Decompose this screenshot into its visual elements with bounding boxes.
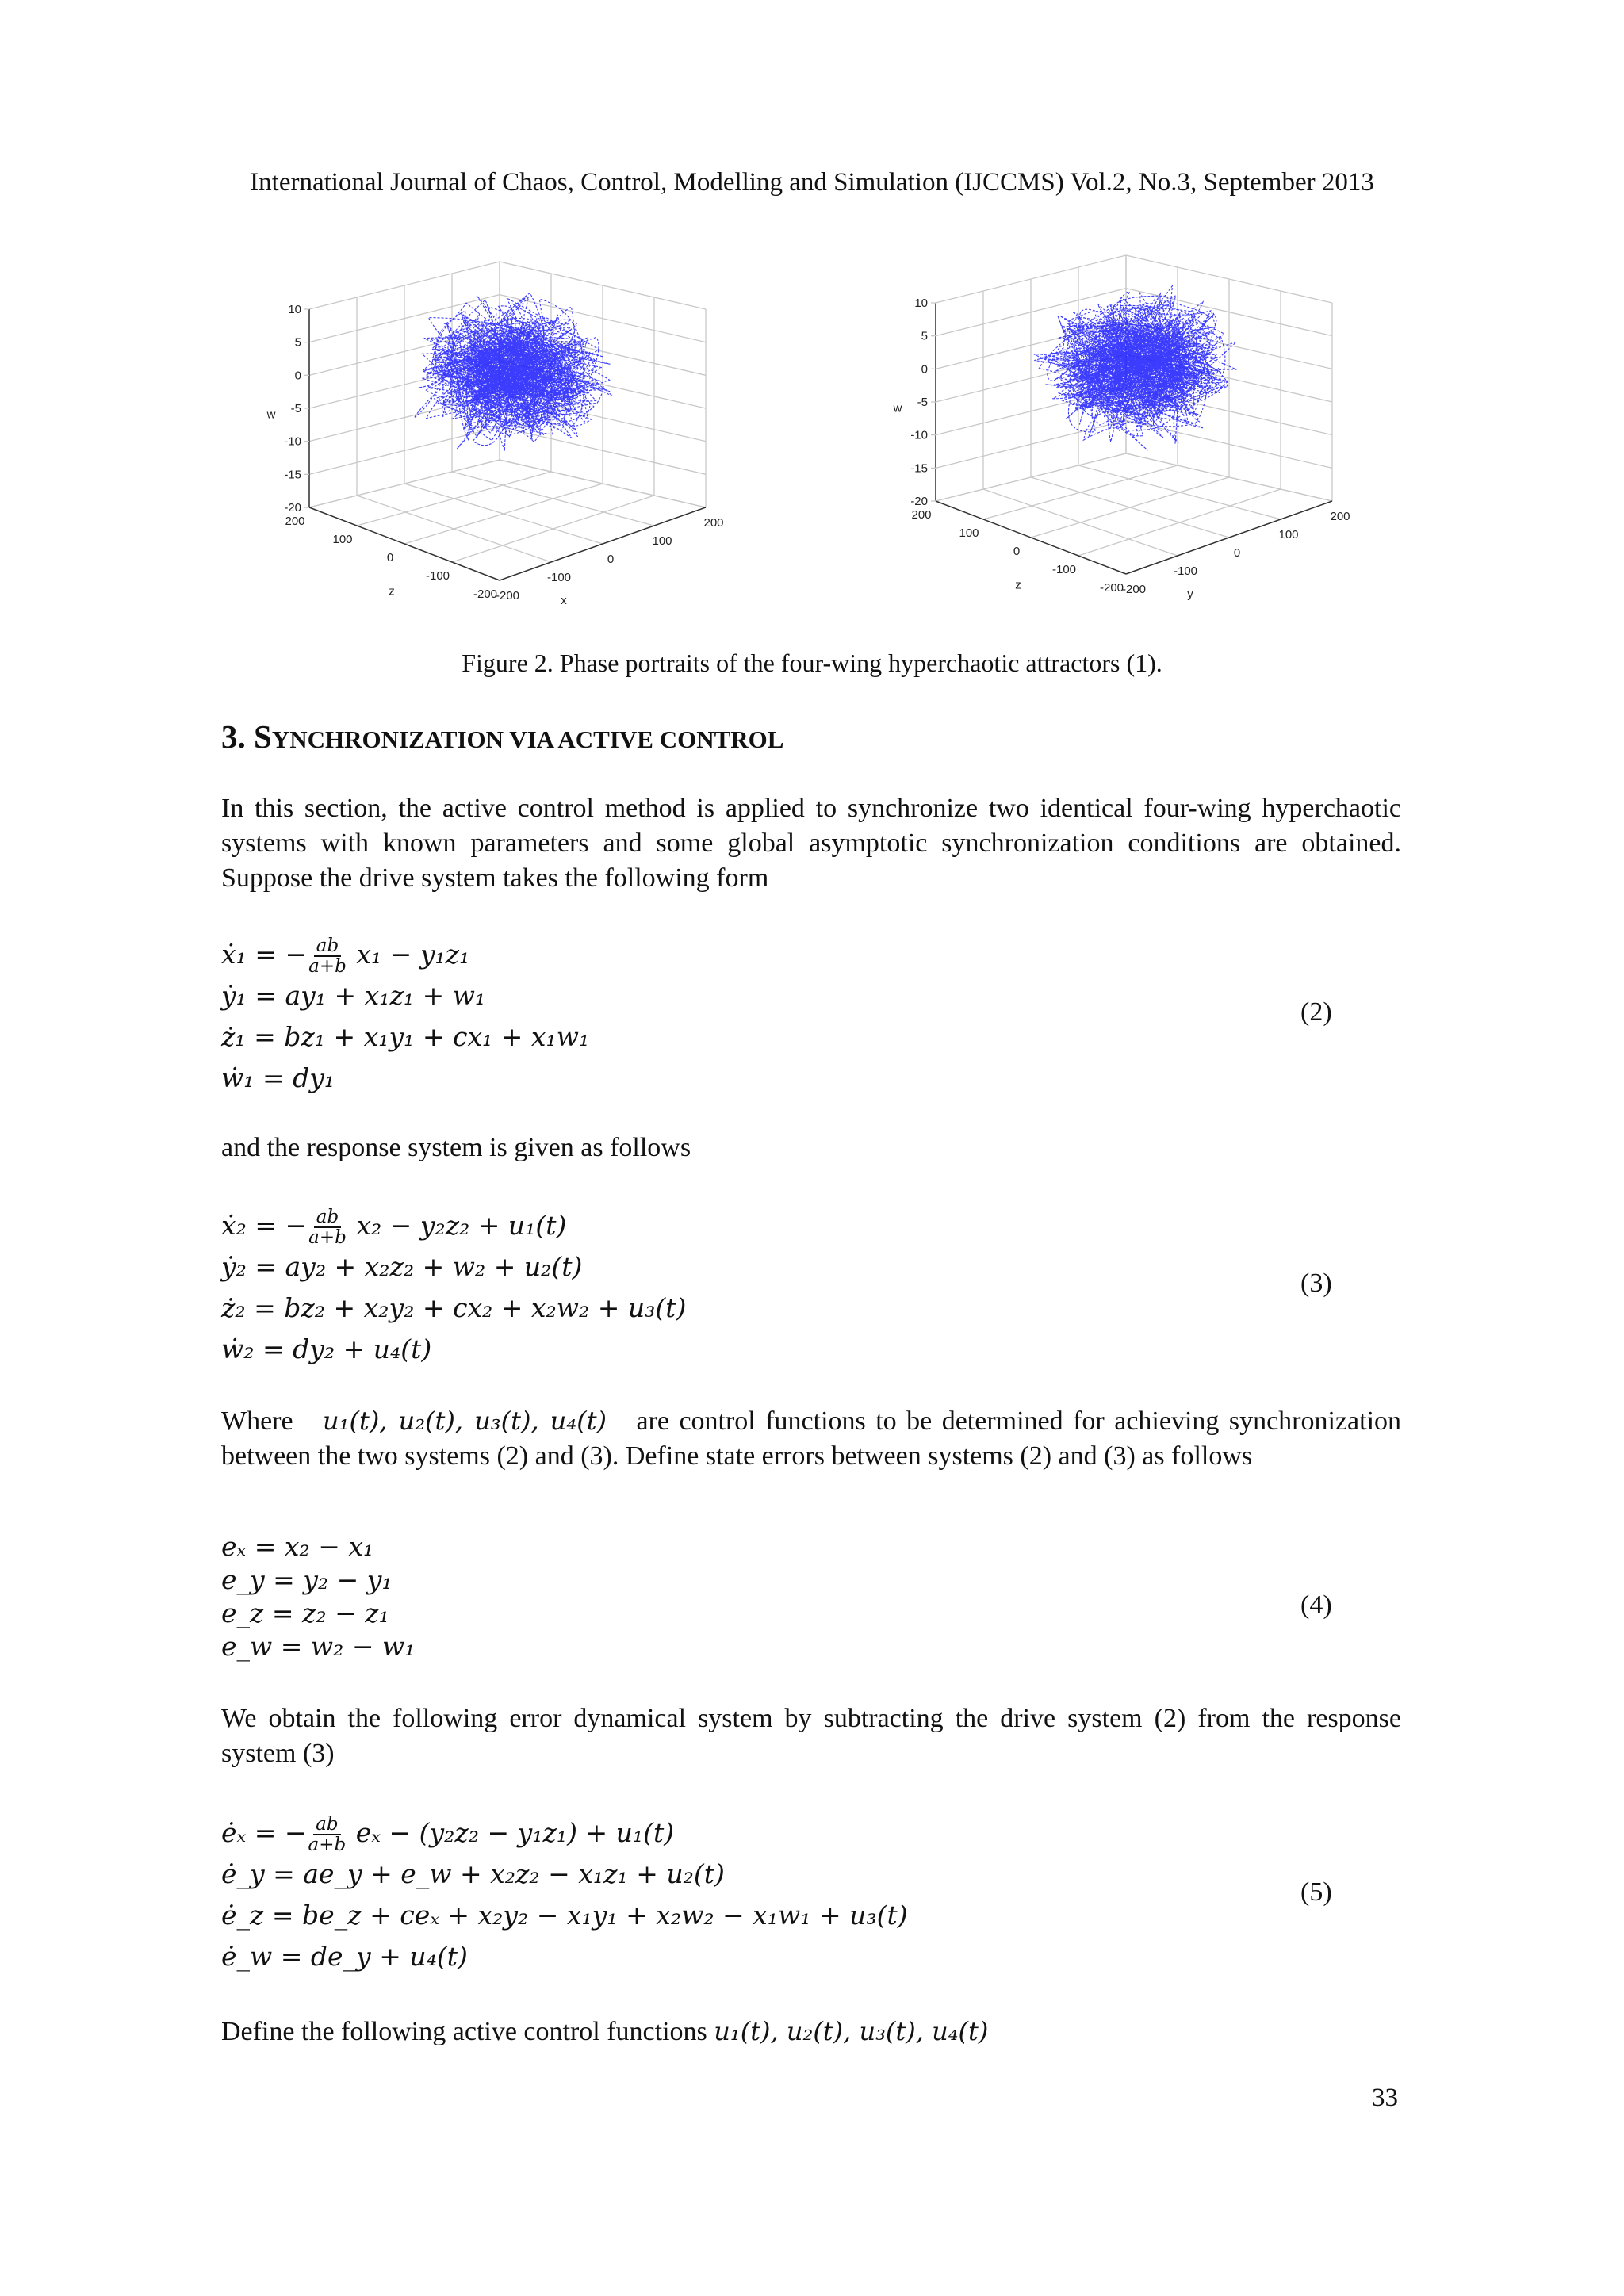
left-axis-tick-label: 100	[332, 533, 353, 546]
eq5-line-3: ė_z = be_z + ceₓ + x₂y₂ − x₁y₁ + x₂w₂ − x₁w₁ + u₃(t)	[221, 1900, 908, 1931]
right-axis-label: x	[561, 593, 567, 607]
eq3-line-3: ż₂ = bz₂ + x₂y₂ + cx₂ + x₂w₂ + u₃(t)	[221, 1292, 687, 1323]
left-axis-tick-label: -100	[1051, 563, 1077, 576]
left-axis-tick-label: 100	[959, 526, 979, 540]
left-axis-tick-label: 0	[386, 551, 394, 564]
attractor-trajectory	[1034, 285, 1237, 450]
vertical-tick-label: -10	[910, 428, 928, 442]
paragraph-active-control: Define the following active control functions u₁(t), u₂(t), u₃(t), u₄(t)	[221, 2016, 989, 2046]
vertical-tick-label: -20	[284, 501, 301, 515]
right-axis-tick-label: -100	[546, 571, 572, 584]
vertical-tick-label: 5	[921, 329, 928, 343]
eq2-line-4: ẇ₁ = dy₁	[221, 1062, 335, 1093]
paragraph-response: and the response system is given as follows	[221, 1133, 691, 1162]
left-axis-tick-label: 200	[911, 508, 932, 522]
fraction: $\frac{ab}{a+b}$	[308, 936, 347, 977]
left-attractor-plot	[266, 262, 724, 607]
vertical-tick-label: -5	[917, 396, 928, 409]
attractor-trajectory	[414, 293, 612, 451]
right-axis-tick-label: 200	[703, 516, 724, 530]
vertical-tick-label: 5	[294, 335, 301, 350]
equation-response-system	[221, 1205, 686, 1370]
vertical-tick-label: 0	[921, 362, 928, 377]
vertical-tick-label: 10	[288, 303, 301, 316]
fraction: $\frac{ab}{a+b}$	[308, 1814, 347, 1855]
vertical-tick-label: -5	[290, 402, 301, 415]
section-title-rest: YNCHRONIZATION VIA ACTIVE CONTROL	[271, 725, 784, 753]
section-title-first: S	[254, 718, 272, 755]
journal-header: International Journal of Chaos, Control, Modelling and Simulation (IJCCMS) Vol.2, No.3, September 2013	[250, 168, 1374, 197]
eq2-line-1: ẋ₁ = − $\frac{ab}{a+b}$ x₁ − y₁z₁	[221, 936, 470, 977]
page-number: 33	[1372, 2084, 1398, 2112]
active-control-functions-inline: u₁(t), u₂(t), u₃(t), u₄(t)	[714, 2016, 989, 2046]
eq3-line-1: ẋ₂ = − $\frac{ab}{a+b}$ x₂ − y₂z₂ + u₁(t)	[221, 1207, 567, 1248]
left-axis-tick-label: 200	[285, 515, 305, 528]
eq3-line-2: ẏ₂ = ay₂ + x₂z₂ + w₂ + u₂(t)	[221, 1251, 583, 1282]
section-heading	[221, 718, 783, 756]
right-axis-tick-label: -200	[1121, 583, 1147, 596]
right-floor-axis	[500, 507, 706, 580]
eq5-line-1: ėₓ = − $\frac{ab}{a+b}$ eₓ − (y₂z₂ − y₁z₁) + u₁(t)	[221, 1814, 675, 1855]
vertical-tick-label: -20	[910, 495, 928, 508]
vertical-tick-label: -15	[910, 461, 928, 476]
eq3-line-4: ẇ₂ = dy₂ + u₄(t)	[221, 1334, 432, 1364]
left-axis-label: z	[1015, 578, 1021, 592]
grid-line	[1078, 465, 1281, 519]
left-axis-tick-label: -200	[473, 587, 498, 601]
right-floor-axis	[1126, 501, 1332, 574]
right-axis-label: y	[1187, 587, 1193, 601]
equation-number-5: (5)	[1300, 1877, 1332, 1907]
grid-line	[1078, 489, 1281, 556]
grid-line	[452, 472, 654, 526]
vertical-tick-label: 10	[914, 297, 928, 310]
equation-drive-system	[221, 934, 589, 1099]
section-number: 3.	[221, 718, 246, 755]
right-axis-tick-label: 100	[652, 534, 672, 548]
vertical-tick-label: -15	[284, 468, 301, 482]
equation-error-dynamics	[221, 1812, 908, 1977]
right-axis-tick-label: 0	[1233, 546, 1241, 560]
figure-phase-portraits	[262, 254, 1388, 642]
equation-number-3: (3)	[1300, 1269, 1332, 1298]
right-axis-tick-label: -100	[1173, 564, 1198, 578]
right-axis-tick-label: 200	[1330, 510, 1350, 523]
right-axis-tick-label: -200	[495, 589, 520, 603]
eq2-line-3: ż₁ = bz₁ + x₁y₁ + cx₁ + x₁w₁	[221, 1021, 590, 1052]
fraction: $\frac{ab}{a+b}$	[308, 1207, 347, 1248]
vertical-axis-label: w	[893, 401, 902, 415]
right-attractor-plot	[893, 255, 1350, 601]
figure-caption: Figure 2. Phase portraits of the four-wing hyperchaotic attractors (1).	[462, 649, 1162, 677]
grid-line	[452, 496, 654, 562]
eq4-line-1: eₓ = x₂ − x₁	[221, 1531, 374, 1562]
eq5-line-2: ė_y = ae_y + e_w + x₂z₂ − x₁z₁ + u₂(t)	[221, 1858, 725, 1889]
paragraph-error-system: We obtain the following error dynamical system by subtracting the drive system (2) from the response system (3)	[221, 1704, 1401, 1768]
eq5-line-4: ė_w = de_y + u₄(t)	[221, 1941, 468, 1972]
right-axis-tick-label: 100	[1278, 528, 1299, 541]
left-axis-label: z	[389, 584, 395, 599]
left-axis-tick-label: -100	[425, 569, 450, 583]
vertical-tick-label: 0	[294, 369, 301, 383]
left-axis-tick-label: 0	[1013, 545, 1021, 558]
equation-number-2: (2)	[1300, 997, 1332, 1027]
control-functions-inline: u₁(t), u₂(t), u₃(t), u₄(t)	[323, 1406, 607, 1436]
vertical-tick-label: -10	[284, 434, 301, 449]
attractor-plots	[262, 254, 1388, 642]
paragraph-control-functions: Where u₁(t), u₂(t), u₃(t), u₄(t) are control functions to be determined for achieving synchronization between the two systems (2) and (3). Define state errors between systems (2) and (3) as follows	[221, 1406, 1402, 1471]
eq4-line-2: e_y = y₂ − y₁	[221, 1564, 393, 1595]
right-axis-tick-label: 0	[607, 553, 615, 566]
equation-number-4: (4)	[1300, 1590, 1332, 1620]
left-axis-tick-label: -200	[1099, 581, 1124, 595]
eq2-line-2: ẏ₁ = ay₁ + x₁z₁ + w₁	[221, 980, 486, 1011]
vertical-axis-label: w	[266, 408, 276, 422]
equation-state-errors	[221, 1530, 416, 1663]
paragraph-intro: In this section, the active control method is applied to synchronize two identical four-wing hyperchaotic systems with known parameters and some global asymptotic synchronization conditions are obtained. Suppose the drive system takes the following form	[221, 794, 1401, 893]
eq4-line-3: e_z = z₂ − z₁	[221, 1598, 389, 1628]
eq4-line-4: e_w = w₂ − w₁	[221, 1631, 416, 1662]
